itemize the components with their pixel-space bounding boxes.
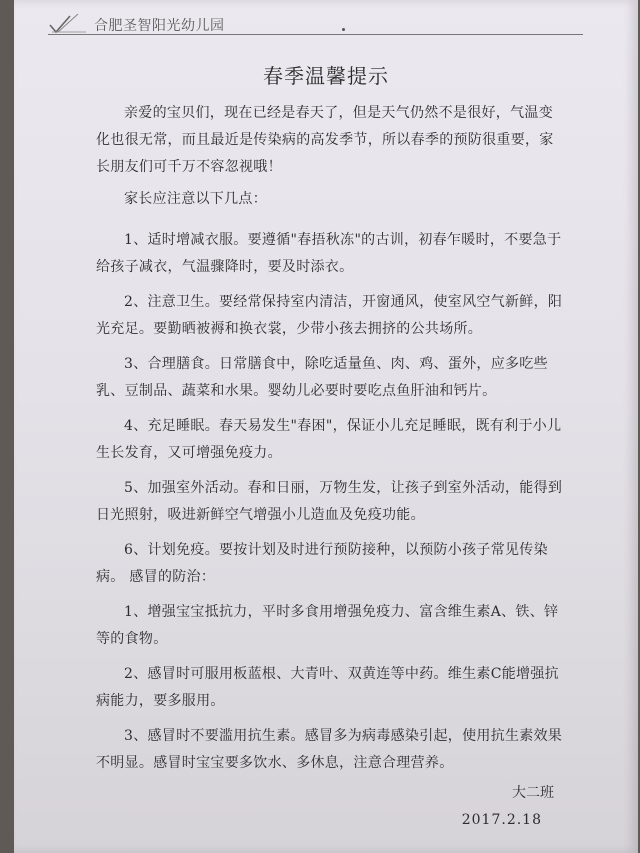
tip-item-1: 1、适时增减衣服。要遵循"春捂秋冻"的古训，初春乍暖时，不要急于给孩子减衣，气温骤降时，要及时添衣。 xyxy=(96,232,562,275)
cold-item-2: 2、感冒时可服用板蓝根、大青叶、双黄连等中药。维生素C能增强抗病能力，要多服用。 xyxy=(96,666,559,709)
notice-date: 2017.2.18 xyxy=(461,812,542,828)
tip-item-3: 3、合理膳食。日常膳食中，除吃适量鱼、肉、鸡、蛋外，应多吃些乳、豆制品、蔬菜和水果。婴幼儿必要时要吃点鱼肝油和钙片。 xyxy=(96,356,548,399)
lead-paragraph: 家长应注意以下几点： xyxy=(124,191,267,207)
header-dot xyxy=(342,28,345,31)
letterhead xyxy=(48,12,608,34)
cold-item-3: 3、感冒时不要滥用抗生素。感冒多为病毒感染引起，使用抗生素效果不明显。感冒时宝宝要多饮水、多休息，注意合理营养。 xyxy=(96,728,563,771)
tip-item-2: 2、注意卫生。要经常保持室内清洁，开窗通风，使室风空气新鲜，阳光充足。要勤晒被褥和换衣裳，少带小孩去拥挤的公共场所。 xyxy=(96,294,563,337)
document-page xyxy=(14,0,638,853)
class-signature: 大二班 xyxy=(512,785,554,801)
checkmark-logo-icon xyxy=(48,12,88,34)
intro-paragraph: 亲爱的宝贝们，现在已经是春天了，但是天气仍然不是很好，气温变化也很无常，而且最近是传染病的高发季节，所以春季的预防很重要，家长朋友们可千万不容忽视哦！ xyxy=(96,105,554,175)
school-name: 合肥圣智阳光幼儿园 xyxy=(94,18,225,34)
tip-item-5: 5、加强室外活动。春和日丽，万物生发，让孩子到室外活动，能得到日光照射，吸进新鲜空气增强小儿造血及免疫功能。 xyxy=(96,480,563,523)
cold-item-1: 1、增强宝宝抵抗力，平时多食用增强免疫力、富含维生素A、铁、锌等的食物。 xyxy=(96,604,559,647)
notice-title: 春季温馨提示 xyxy=(263,64,389,88)
header-rule xyxy=(48,34,583,35)
tip-item-6: 6、计划免疫。要按计划及时进行预防接种，以预防小孩子常见传染病。 感冒的防治： xyxy=(96,542,548,585)
tip-item-4: 4、充足睡眠。春天易发生"春困"，保证小儿充足睡眠，既有利于小儿生长发育，又可增强免疫力。 xyxy=(96,418,562,461)
